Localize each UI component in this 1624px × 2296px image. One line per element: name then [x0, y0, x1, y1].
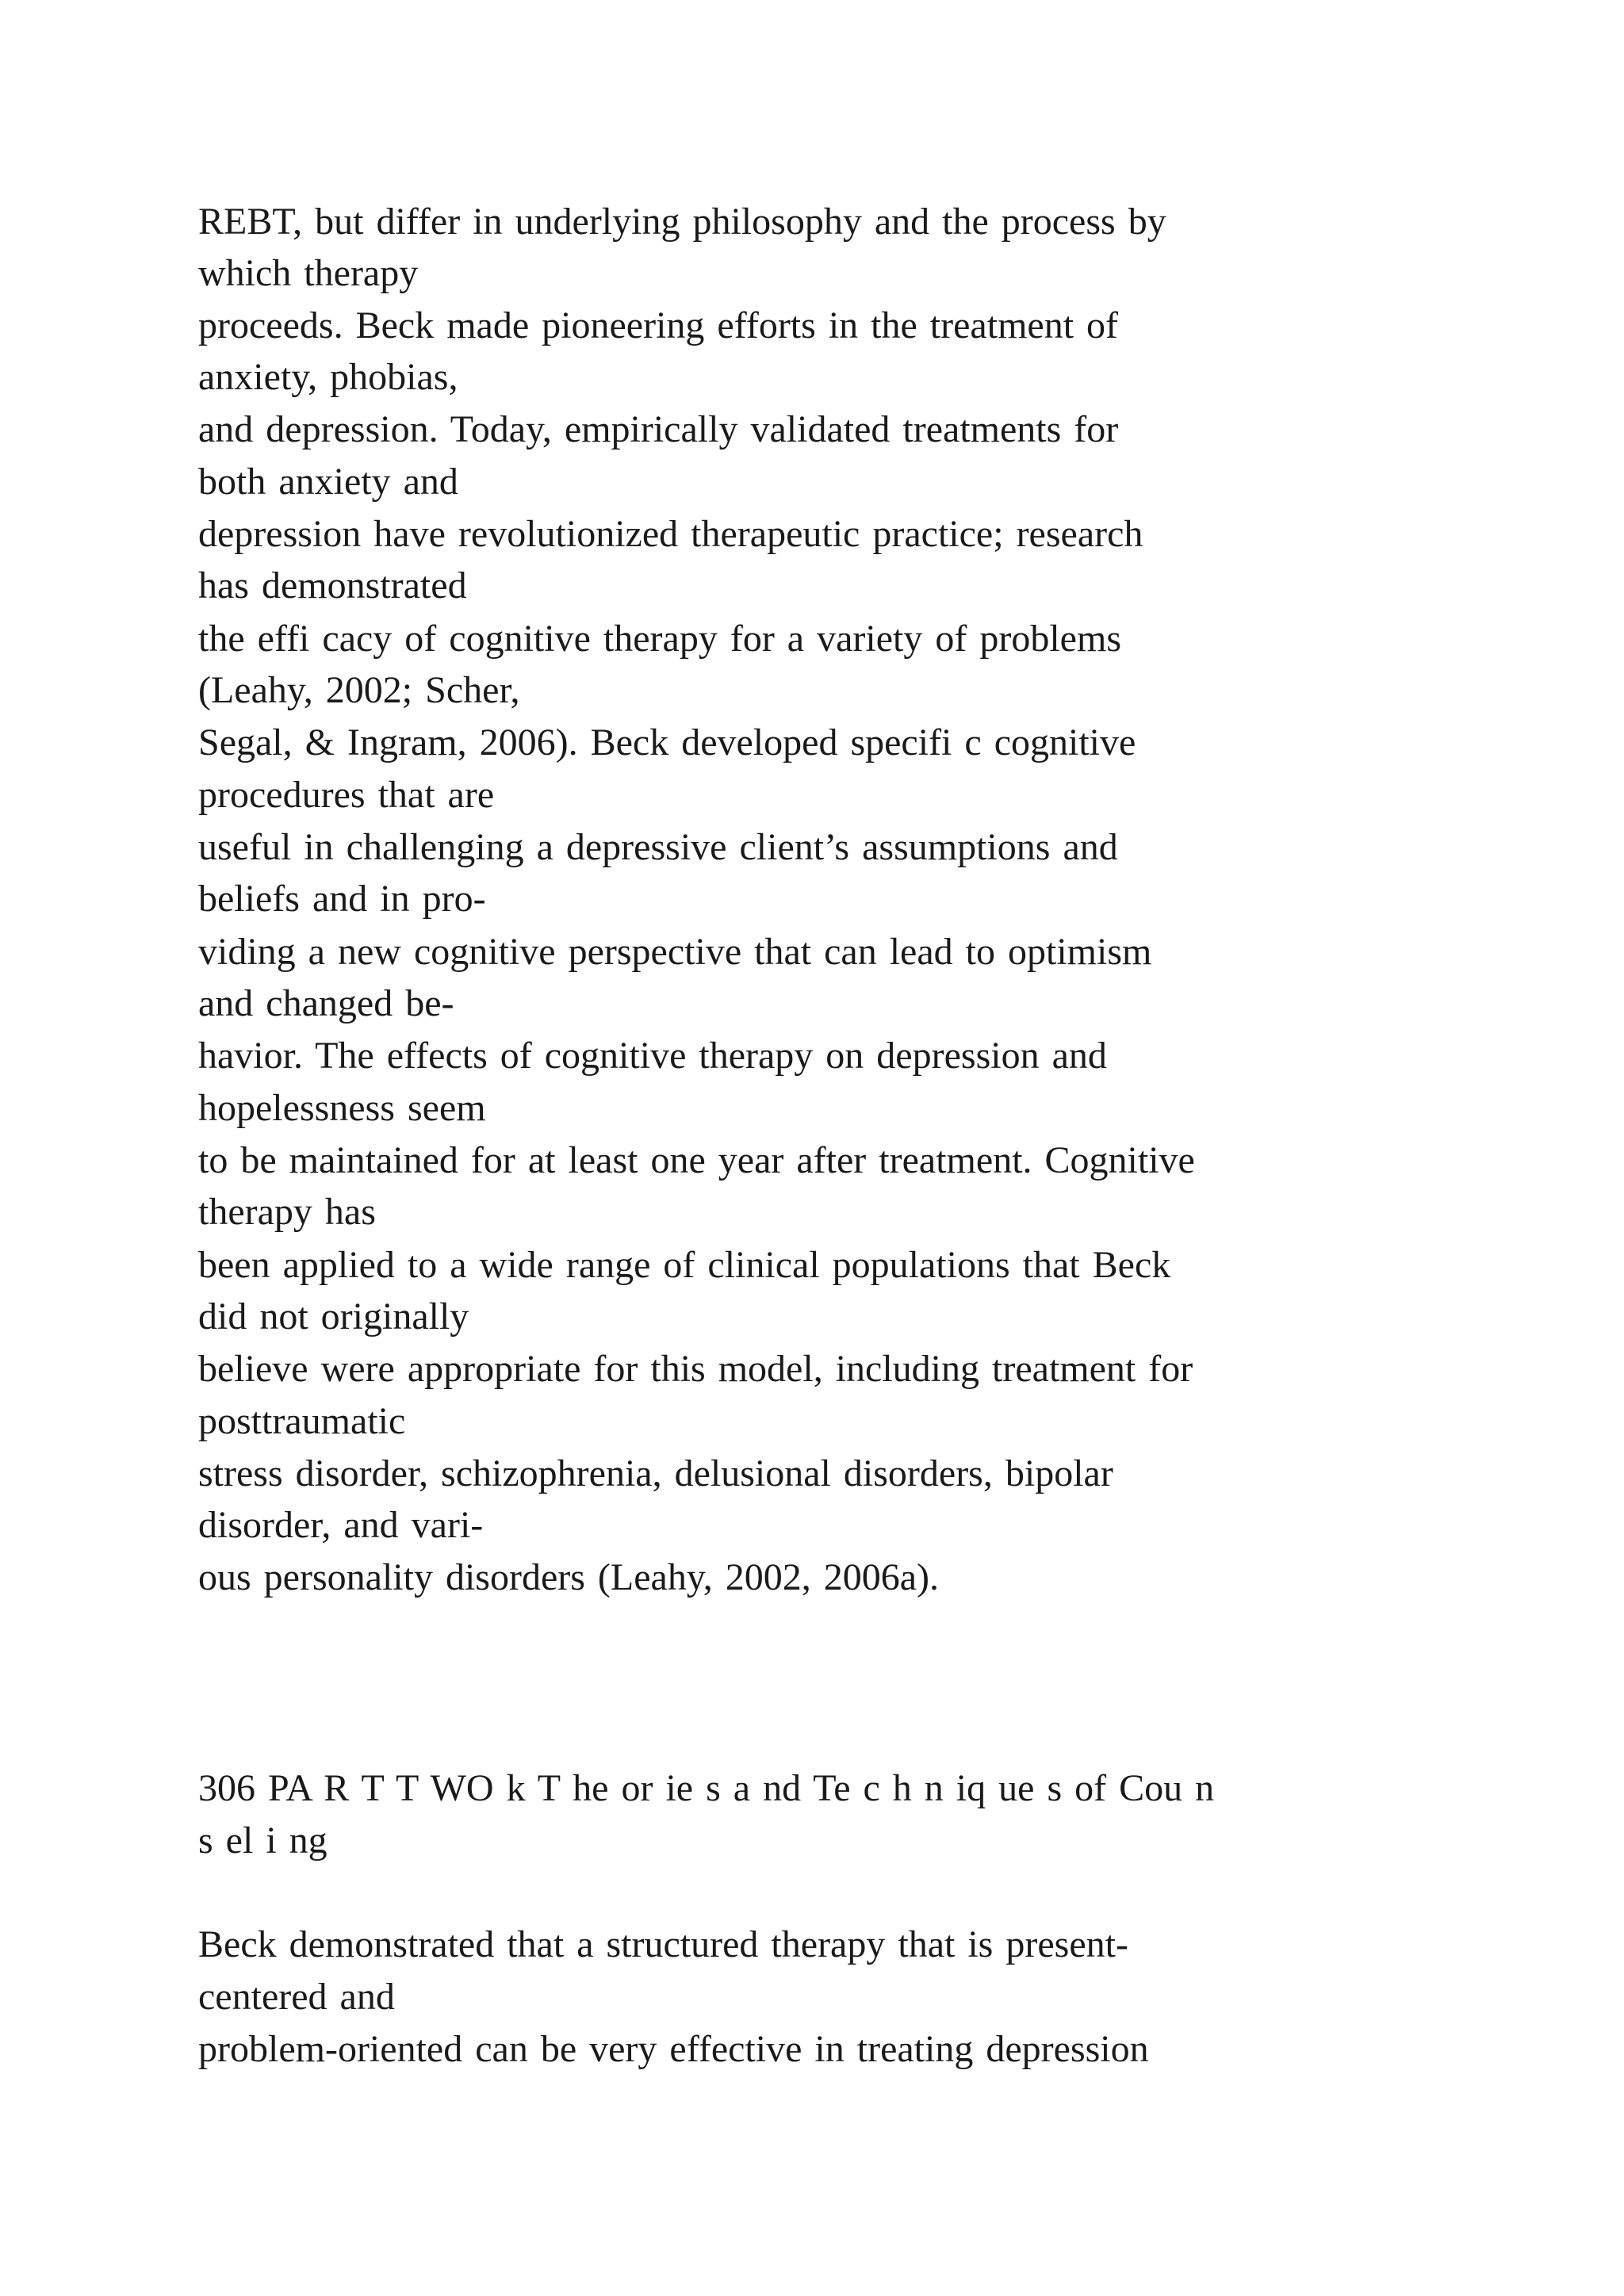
- page-header-line: s el i ng: [198, 1820, 327, 1862]
- body-text-line: depression have revolutionized therapeutic practice; research: [198, 513, 1143, 555]
- body-text-line: proceeds. Beck made pioneering efforts in the treatment of: [198, 304, 1119, 346]
- body-text-line: disorder, and vari-: [198, 1504, 484, 1546]
- body-text-line: which therapy: [198, 252, 419, 294]
- body-text-line: useful in challenging a depressive client’s assumptions and: [198, 826, 1118, 868]
- body-text-line: procedures that are: [198, 774, 495, 816]
- continuation-text-line: centered and: [198, 1976, 395, 2018]
- continuation-text-line: Beck demonstrated that a structured therapy that is present-: [198, 1923, 1128, 1965]
- body-text-line: and changed be-: [198, 982, 454, 1024]
- body-text-line: (Leahy, 2002; Scher,: [198, 669, 520, 711]
- body-text-line: stress disorder, schizophrenia, delusional disorders, bipolar: [198, 1452, 1113, 1494]
- body-text-line: been applied to a wide range of clinical populations that Beck: [198, 1244, 1171, 1286]
- body-text-line: the effi cacy of cognitive therapy for a variety of problems: [198, 618, 1121, 660]
- continuation-text-line: problem-oriented can be very effective in treating depression: [198, 2028, 1149, 2070]
- body-text-line: REBT, but differ in underlying philosophy and the process by: [198, 201, 1166, 243]
- body-text-line: therapy has: [198, 1191, 376, 1233]
- page-header-line: 306 PA R T T WO k T he or ie s a nd Te c h n iq ue s of Cou n: [198, 1767, 1215, 1809]
- body-text-line: ous personality disorders (Leahy, 2002, 2006a).: [198, 1556, 940, 1598]
- body-text-line: has demonstrated: [198, 564, 467, 607]
- body-text-line: anxiety, phobias,: [198, 356, 458, 398]
- body-text-line: did not originally: [198, 1295, 469, 1337]
- body-text-line: both anxiety and: [198, 461, 458, 503]
- body-text-line: hopelessness seem: [198, 1087, 486, 1129]
- body-text-line: Segal, & Ingram, 2006). Beck developed specifi c cognitive: [198, 721, 1136, 763]
- body-text-line: havior. The effects of cognitive therapy on depression and: [198, 1035, 1107, 1077]
- body-text-line: beliefs and in pro-: [198, 878, 486, 920]
- body-text-line: believe were appropriate for this model, including treatment for: [198, 1348, 1193, 1390]
- body-text-line: posttraumatic: [198, 1400, 406, 1442]
- body-text-line: viding a new cognitive perspective that can lead to optimism: [198, 931, 1152, 973]
- body-text-line: and depression. Today, empirically validated treatments for: [198, 408, 1119, 450]
- body-text-line: to be maintained for at least one year after treatment. Cognitive: [198, 1139, 1195, 1181]
